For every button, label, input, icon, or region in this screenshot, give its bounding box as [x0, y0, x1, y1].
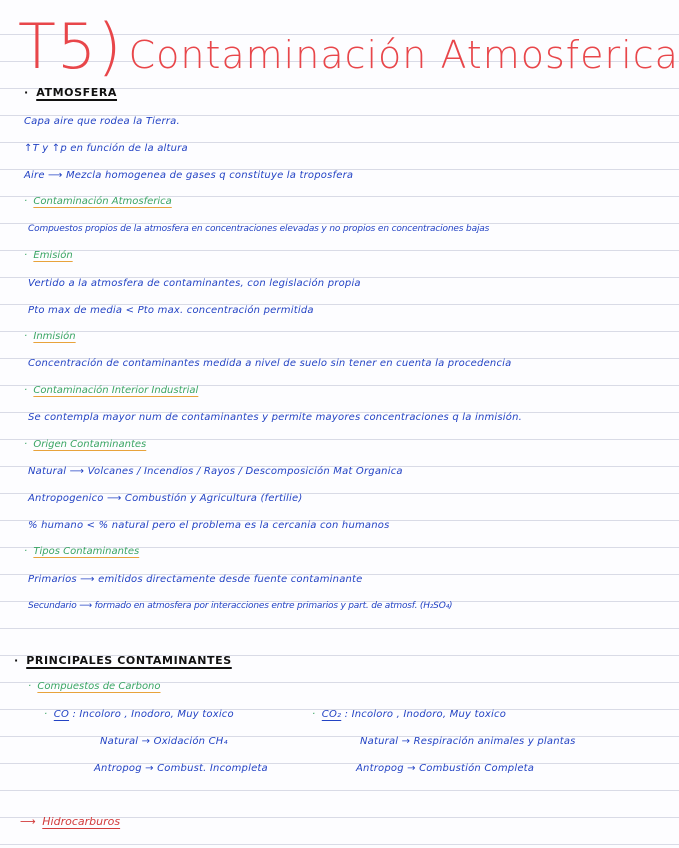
heading-label: Compuestos de Carbono	[37, 681, 161, 692]
bullet-dot: ·	[24, 86, 29, 99]
text-line: Secundario ⟶ formado en atmosfera por interacciones entre primarios y part. de atmosf. (H₂SO₄)	[28, 601, 453, 611]
text-line: Aire ⟶ Mezcla homogenea de gases q constituye la troposfera	[24, 170, 354, 181]
co2-antropogenico: Antropog → Combustión Completa	[356, 763, 535, 774]
co-label: CO	[53, 709, 70, 720]
bullet-dot: ·	[14, 654, 19, 667]
co-entry	[44, 709, 234, 720]
heading-label: Tipos Contaminantes	[33, 546, 140, 557]
heading-label: ATMOSFERA	[36, 86, 118, 99]
heading-hidrocarburos	[20, 815, 120, 828]
heading-contaminacion-atmosferica	[24, 196, 172, 207]
heading-emision	[24, 250, 73, 261]
arrow-right-icon: ⟶	[20, 815, 36, 828]
text-line: Capa aire que rodea la Tierra.	[24, 116, 180, 127]
bullet-dot: ·	[24, 331, 28, 342]
heading-tipos-contaminantes	[24, 546, 139, 557]
text-line: Vertido a la atmosfera de contaminantes, con legislación propia	[28, 278, 361, 289]
title-topic: Contaminación Atmosferica	[128, 33, 679, 77]
heading-contaminacion-interior	[24, 385, 198, 396]
bullet-dot: ·	[24, 196, 28, 207]
heading-origen-contaminantes	[24, 439, 146, 450]
co-antropogenico: Antropog → Combust. Incompleta	[94, 763, 268, 774]
heading-label: Contaminación Atmosferica	[33, 196, 172, 207]
co2-natural: Natural → Respiración animales y plantas	[360, 736, 576, 747]
heading-compuestos-carbono	[28, 681, 161, 692]
bullet-dot: ·	[24, 546, 28, 557]
text-line: Antropogenico ⟶ Combustión y Agricultura (fertilie)	[28, 493, 303, 504]
bullet-dot: ·	[24, 385, 28, 396]
co2-label: CO₂	[321, 709, 342, 720]
text-line: ↑T y ↑p en función de la altura	[24, 143, 188, 154]
bullet-dot: ·	[44, 709, 48, 720]
text-line: Concentración de contaminantes medida a nivel de suelo sin tener en cuenta la procedencia	[28, 358, 512, 369]
heading-principales-contaminantes	[14, 654, 232, 667]
heading-label: Inmisión	[33, 331, 76, 342]
bullet-dot: ·	[312, 709, 316, 720]
co-description: : Incoloro , Inodoro, Muy toxico	[72, 709, 234, 720]
heading-inmision	[24, 331, 76, 342]
bullet-dot: ·	[28, 681, 32, 692]
heading-label: PRINCIPALES CONTAMINANTES	[26, 654, 232, 667]
title-chapter: T5)	[18, 10, 123, 83]
heading-label: Hidrocarburos	[42, 815, 121, 828]
text-line: Se contempla mayor num de contaminantes y permite mayores concentraciones q la inmisión.	[28, 412, 523, 423]
heading-label: Contaminación Interior Industrial	[33, 385, 199, 396]
text-line: Compuestos propios de la atmosfera en concentraciones elevadas y no propios en concentraciones bajas	[28, 224, 490, 234]
co-natural: Natural → Oxidación CH₄	[100, 736, 228, 747]
text-line: Natural ⟶ Volcanes / Incendios / Rayos / Descomposición Mat Organica	[28, 466, 403, 477]
text-line: Pto max de media < Pto max. concentración permitida	[28, 305, 314, 316]
text-line: % humano < % natural pero el problema es la cercania con humanos	[28, 520, 390, 531]
co2-entry	[312, 709, 506, 720]
bullet-dot: ·	[24, 250, 28, 261]
page-title	[18, 10, 679, 83]
bullet-dot: ·	[24, 439, 28, 450]
text-line: Primarios ⟶ emitidos directamente desde fuente contaminante	[28, 574, 363, 585]
co2-description: : Incoloro , Inodoro, Muy toxico	[344, 709, 507, 720]
heading-atmosfera	[24, 86, 117, 99]
heading-label: Emisión	[33, 250, 73, 261]
heading-label: Origen Contaminantes	[33, 439, 147, 450]
